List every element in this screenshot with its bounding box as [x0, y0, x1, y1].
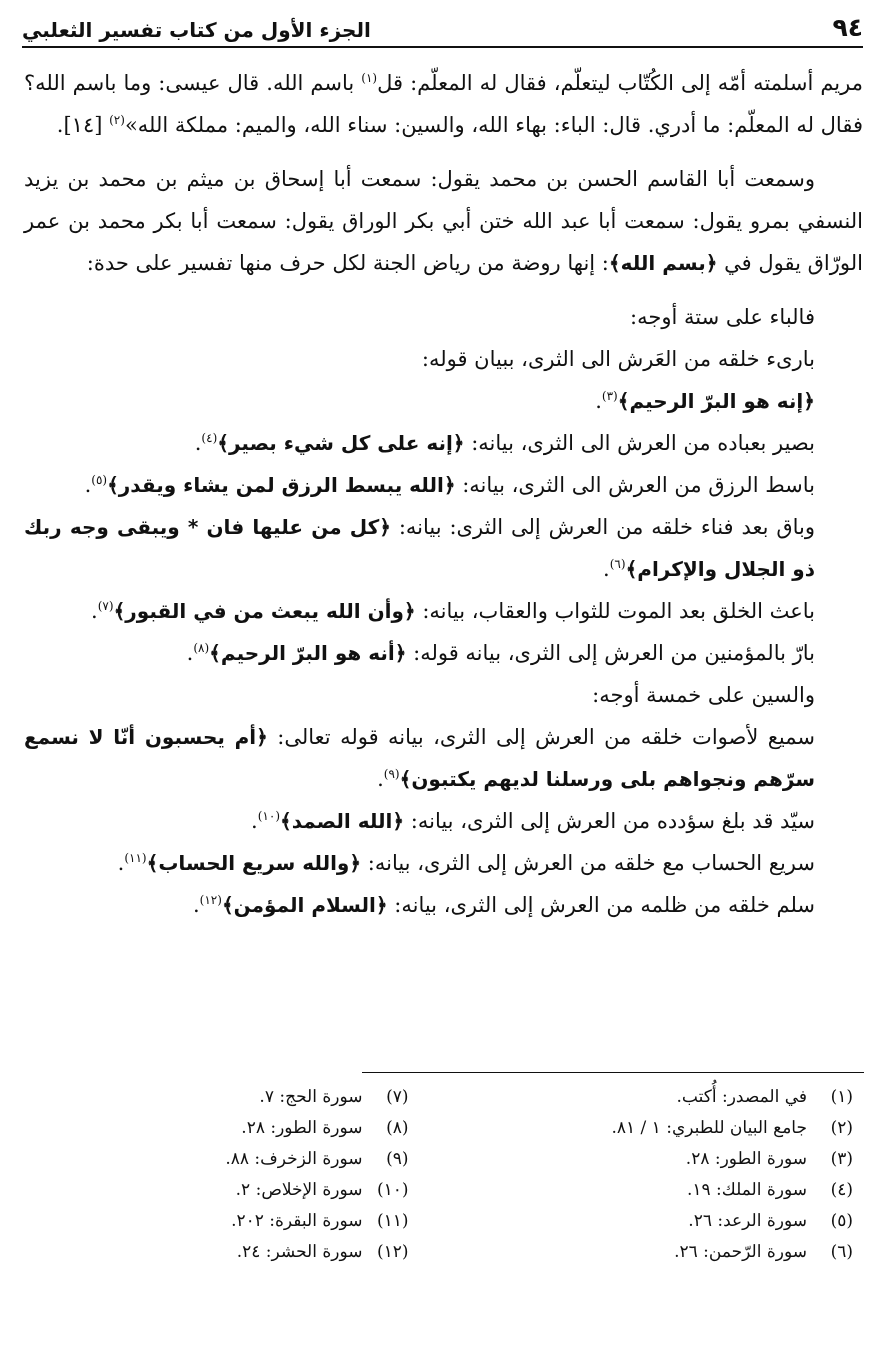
text-span: بارّ بالمؤمنين من العرش إلى الثرى، بيانه قوله:	[406, 641, 815, 665]
footnote-number: (١)	[830, 1087, 853, 1107]
footnote-text: سورة الحج: ٧.	[259, 1087, 363, 1107]
quran-verse: ﴿أنه هو البرّ الرحيم﴾	[209, 641, 407, 665]
footnote-number: (١٢)	[376, 1242, 409, 1262]
footnotes	[24, 1082, 863, 1292]
quran-verse: ﴿بسم الله﴾	[608, 251, 718, 275]
text-span: باسم الله. قال عيسى: وما باسم الله؟ فقال له المعلّم: ما أدري. قال: الباء: بهاء الله، والسين: سناء الله، والميم: مملكة الله»	[24, 71, 863, 137]
footnote-text: سورة الطور: ٢٨.	[685, 1149, 807, 1169]
quran-verse: ﴿الله الصمد﴾	[280, 809, 405, 833]
main-text	[24, 62, 863, 926]
text-line: بارىء خلقه من العَرش الى الثرى، ببيان قوله:	[421, 347, 815, 371]
footnotes-column-left	[24, 1082, 469, 1292]
footnote	[24, 1175, 409, 1206]
footnote	[469, 1144, 854, 1175]
footnote-ref: (٧)	[97, 599, 114, 613]
footnote-ref: (٩)	[383, 767, 400, 781]
footnote-text: سورة الزخرف: ٨٨.	[225, 1149, 363, 1169]
footnote-text: سورة الرعد: ٢٦.	[688, 1211, 807, 1231]
text-span: .	[251, 809, 258, 833]
footnote-number: (٣)	[830, 1149, 853, 1169]
footnote-ref: (١٢)	[199, 893, 222, 907]
quran-verse: ﴿وأن الله يبعث من في القبور﴾	[113, 599, 416, 623]
paragraph-1	[24, 62, 863, 146]
footnote-ref: (١)	[361, 71, 378, 85]
text-span: .	[595, 389, 602, 413]
text-span: سيّد قد بلغ سؤدده من العرش إلى الثرى، بيانه:	[404, 809, 815, 833]
text-span: بصير بعباده من العرش الى الثرى، بيانه:	[464, 431, 815, 455]
footnote	[24, 1082, 409, 1113]
text-span: باعث الخلق بعد الموت للثواب والعقاب، بيانه:	[415, 599, 815, 623]
text-line	[24, 464, 863, 506]
text-span: باسط الرزق من العرش الى الثرى، بيانه:	[455, 473, 815, 497]
quran-verse: ﴿السلام المؤمن﴾	[221, 893, 388, 917]
footnotes-column-right	[469, 1082, 864, 1292]
quran-verse: ﴿والله سريع الحساب﴾	[146, 851, 362, 875]
footnote-text: سورة الرّحمن: ٢٦.	[674, 1242, 807, 1262]
footnote	[24, 1144, 409, 1175]
footnote-ref: (٦)	[609, 557, 626, 571]
footnote-text: سورة البقرة: ٢٠٢.	[231, 1211, 363, 1231]
quran-verse: ﴿أم يحسبون أنّا لا نسمع سرّهم ونجواهم بلى ورسلنا لديهم يكتبون﴾	[24, 725, 815, 791]
text-span: .	[194, 431, 202, 455]
page-number: ٩٤	[832, 13, 863, 42]
footnote-text: سورة الحشر: ٢٤.	[236, 1242, 363, 1262]
text-span: سميع لأصوات خلقه من العرش إلى الثرى، بيانه قوله تعالى:	[267, 725, 815, 749]
text-span: .	[117, 851, 125, 875]
footnote-ref: (٤)	[201, 431, 218, 445]
text-line	[24, 506, 863, 590]
footnote-ref: (١٠)	[257, 809, 280, 823]
footnote-number: (١١)	[376, 1211, 409, 1231]
footnote	[24, 1113, 409, 1144]
quran-verse: ﴿كل من عليها فان * ويبقى وجه ربك ذو الجلال والإكرام﴾	[24, 515, 815, 581]
footnote-number: (٢)	[830, 1118, 853, 1138]
quran-verse: ﴿الله يبسط الرزق لمن يشاء ويقدر﴾	[107, 473, 456, 497]
footnote-text: سورة الملك: ١٩.	[686, 1180, 807, 1200]
text-span: .	[192, 893, 200, 917]
text-line	[24, 884, 863, 926]
footnote-divider	[362, 1072, 864, 1073]
footnote-number: (٩)	[386, 1149, 409, 1169]
text-line	[24, 590, 863, 632]
footnote-number: (٨)	[386, 1118, 409, 1138]
footnote	[469, 1082, 854, 1113]
footnote	[24, 1206, 409, 1237]
text-line	[24, 632, 863, 674]
footnote-number: (٥)	[830, 1211, 853, 1231]
footnote	[469, 1206, 854, 1237]
footnote-text: في المصدر: أُكتب.	[676, 1087, 807, 1107]
running-title: الجزء الأول من كتاب تفسير الثعلبي	[22, 18, 371, 42]
quran-verse: ﴿إنه على كل شيء بصير﴾	[217, 431, 465, 455]
text-line: فالباء على ستة أوجه:	[630, 305, 815, 329]
text-span: .	[84, 473, 92, 497]
footnote	[469, 1175, 854, 1206]
footnote-ref: (١١)	[124, 851, 147, 865]
verse-line	[24, 380, 863, 422]
footnote	[469, 1113, 854, 1144]
footnote-ref: (٣)	[601, 389, 618, 403]
paragraph-2	[24, 158, 863, 284]
text-span: : إنها روضة من رياض الجنة لكل حرف منها تفسير على حدة:	[86, 251, 609, 275]
text-line: والسين على خمسة أوجه:	[592, 683, 815, 707]
footnote	[24, 1237, 409, 1268]
footnote-text: سورة الإخلاص: ٢.	[235, 1180, 363, 1200]
text-span: سلم خلقه من ظلمه من العرش إلى الثرى، بيانه:	[387, 893, 815, 917]
quran-verse: ﴿إنه هو البرّ الرحيم﴾	[617, 389, 815, 413]
footnote-number: (٦)	[830, 1242, 853, 1262]
footnote-text: جامع البيان للطبري: ١ / ٨١.	[611, 1118, 807, 1138]
page-header	[22, 12, 863, 48]
text-span: [١٤].	[56, 113, 110, 137]
footnote-number: (١٠)	[376, 1180, 409, 1200]
footnote	[469, 1237, 854, 1268]
footnote-number: (٧)	[386, 1087, 409, 1107]
footnote-ref: (٥)	[91, 473, 108, 487]
text-line	[24, 716, 863, 800]
text-span: مريم أسلمته أمّه إلى الكُتّاب ليتعلّم، فقال له المعلّم: قل	[377, 71, 863, 95]
text-line	[24, 422, 863, 464]
text-line	[24, 800, 863, 842]
footnote-number: (٤)	[830, 1180, 853, 1200]
text-span: .	[91, 599, 98, 623]
text-span: .	[186, 641, 194, 665]
text-span: .	[603, 557, 610, 581]
text-span: وباق بعد فناء خلقه من العرش إلى الثرى: بيانه:	[390, 515, 816, 539]
text-span: سريع الحساب مع خلقه من العرش إلى الثرى، بيانه:	[361, 851, 815, 875]
footnote-text: سورة الطور: ٢٨.	[241, 1118, 363, 1138]
footnote-ref: (٢)	[109, 113, 125, 127]
text-span: وسمعت أبا القاسم الحسن بن محمد يقول: سمعت أبا إسحاق بن ميثم بن محمد بن يزيد النسفي بمرو يقول: سمعت أبا عبد الله ختن أبي بكر الوراق يقول: سمعت أبا بكر محمد بن عمر الورّاق يقول في	[24, 167, 863, 275]
text-span: .	[377, 767, 384, 791]
footnote-ref: (٨)	[193, 641, 210, 655]
text-line	[24, 842, 863, 884]
